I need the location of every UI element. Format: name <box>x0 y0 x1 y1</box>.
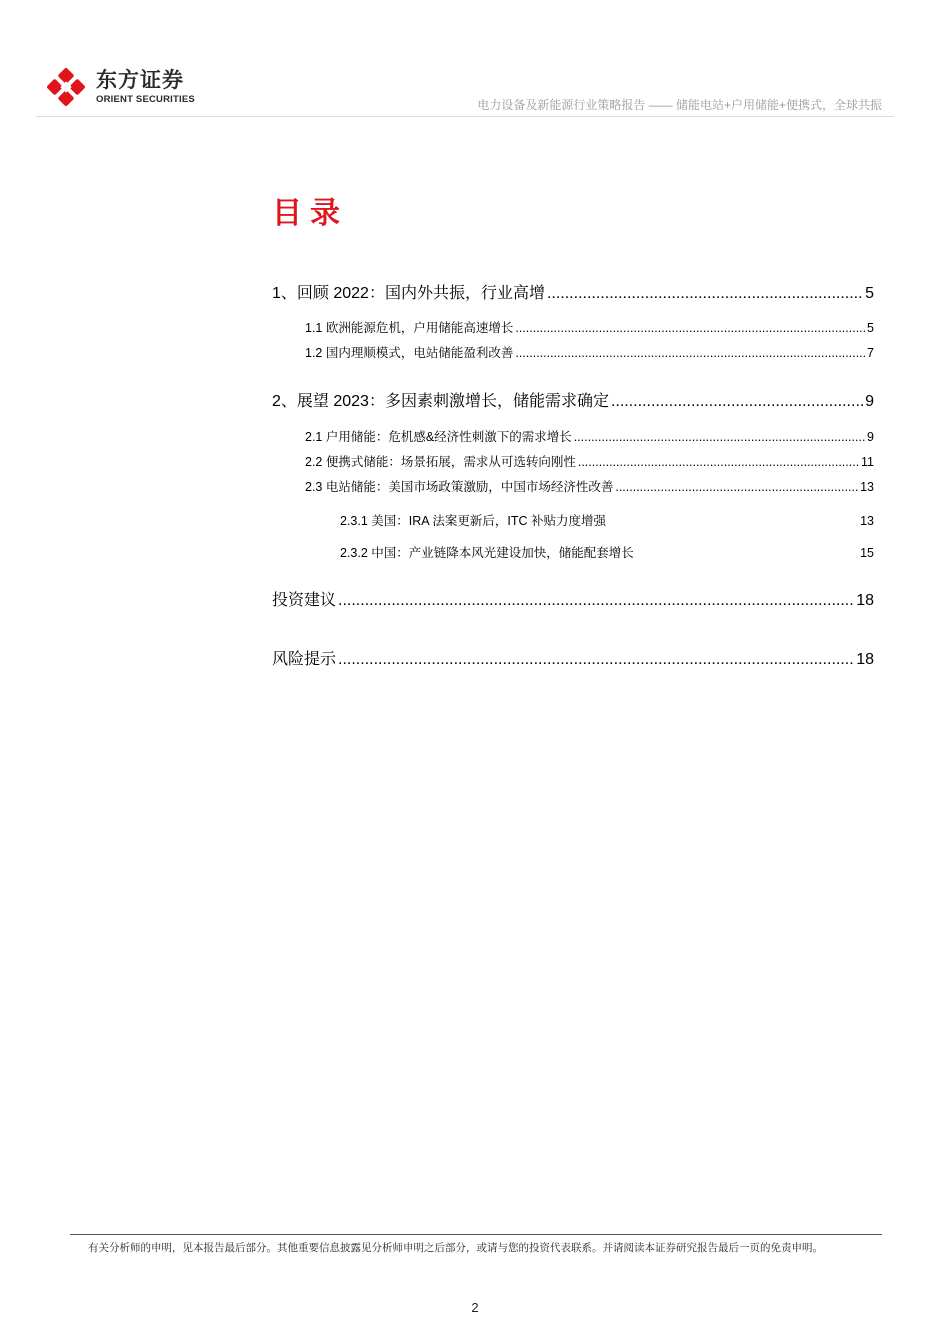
toc-leader <box>615 480 858 494</box>
logo-name-cn: 东方证券 <box>96 68 184 92</box>
toc-entry-page: 13 <box>860 514 874 528</box>
toc-leader <box>515 321 865 335</box>
toc-entry-page: 9 <box>865 393 874 410</box>
toc-leader <box>574 430 865 444</box>
toc-entry-page: 18 <box>856 592 874 609</box>
toc-entry-2-2[interactable] <box>305 452 874 470</box>
toc-entry-2[interactable] <box>272 388 874 411</box>
toc-entry-1-2[interactable] <box>305 343 874 361</box>
toc-entry-label: 2.3 电站储能：美国市场政策激励，中国市场经济性改善 <box>305 480 614 494</box>
toc-entry-page: 5 <box>867 321 874 335</box>
toc-entry-label: 风险提示 <box>272 651 337 668</box>
footer-disclaimer: 有关分析师的申明，见本报告最后部分。其他重要信息披露见分析师申明之后部分，或请与您的投资代表联系。并请阅读本证券研究报告最后一页的免责申明。 <box>88 1242 823 1254</box>
toc-entry-label: 2.1 户用储能：危机感&经济性刺激下的需求增长 <box>305 430 572 444</box>
toc-entry-2-3[interactable] <box>305 477 874 495</box>
toc-entry-label: 1.2 国内理顺模式，电站储能盈利改善 <box>305 346 514 360</box>
toc-entry-label: 1.1 欧洲能源危机，户用储能高速增长 <box>305 321 514 335</box>
toc-entry-page: 15 <box>860 546 874 560</box>
toc-entry-page: 13 <box>860 480 874 494</box>
toc-entry-page: 5 <box>865 285 874 302</box>
toc-leader <box>515 346 865 360</box>
header-divider <box>36 116 894 117</box>
toc-entry-label: 1、回顾 2022：国内外共振，行业高增 <box>272 285 545 302</box>
toc-entry-page: 11 <box>861 455 874 469</box>
toc-entry-label: 2.3.1 美国：IRA 法案更新后，ITC 补贴力度增强 <box>340 514 607 528</box>
footer-divider <box>70 1234 882 1235</box>
toc-entry-label: 2.2 便携式储能：场景拓展，需求从可选转向刚性 <box>305 455 576 469</box>
toc-leader <box>338 592 854 610</box>
toc-entry-label: 2、展望 2023：多因素刺激增长，储能需求确定 <box>272 393 609 410</box>
toc-entry-page: 9 <box>867 430 874 444</box>
toc-entry-2-3-2[interactable] <box>340 543 874 561</box>
page-number: 2 <box>471 1300 479 1315</box>
logo-name-en: ORIENT SECURITIES <box>96 93 195 105</box>
toc-entry-page: 18 <box>856 651 874 668</box>
company-logo <box>44 66 204 108</box>
toc-leader <box>547 285 863 303</box>
toc-title: 目录 <box>272 197 348 230</box>
toc-leader <box>578 455 859 469</box>
toc-entry-label: 投资建议 <box>272 592 337 609</box>
toc-entry-label: 2.3.2 中国：产业链降本风光建设加快，储能配套增长 <box>340 546 634 560</box>
toc-entry-risk[interactable] <box>272 646 874 669</box>
toc-leader <box>338 651 854 669</box>
toc-entry-2-3-1[interactable] <box>340 511 874 529</box>
toc-entry-2-1[interactable] <box>305 427 874 445</box>
toc-entry-1-1[interactable] <box>305 318 874 336</box>
toc-entry-page: 7 <box>867 346 874 360</box>
toc-entry-1[interactable] <box>272 280 874 303</box>
toc-leader <box>611 393 863 411</box>
report-title: 电力设备及新能源行业策略报告 —— 储能电站+户用储能+便携式，全球共振 <box>477 98 882 112</box>
orient-securities-logo-icon <box>44 65 88 109</box>
toc-entry-investment[interactable] <box>272 587 874 610</box>
